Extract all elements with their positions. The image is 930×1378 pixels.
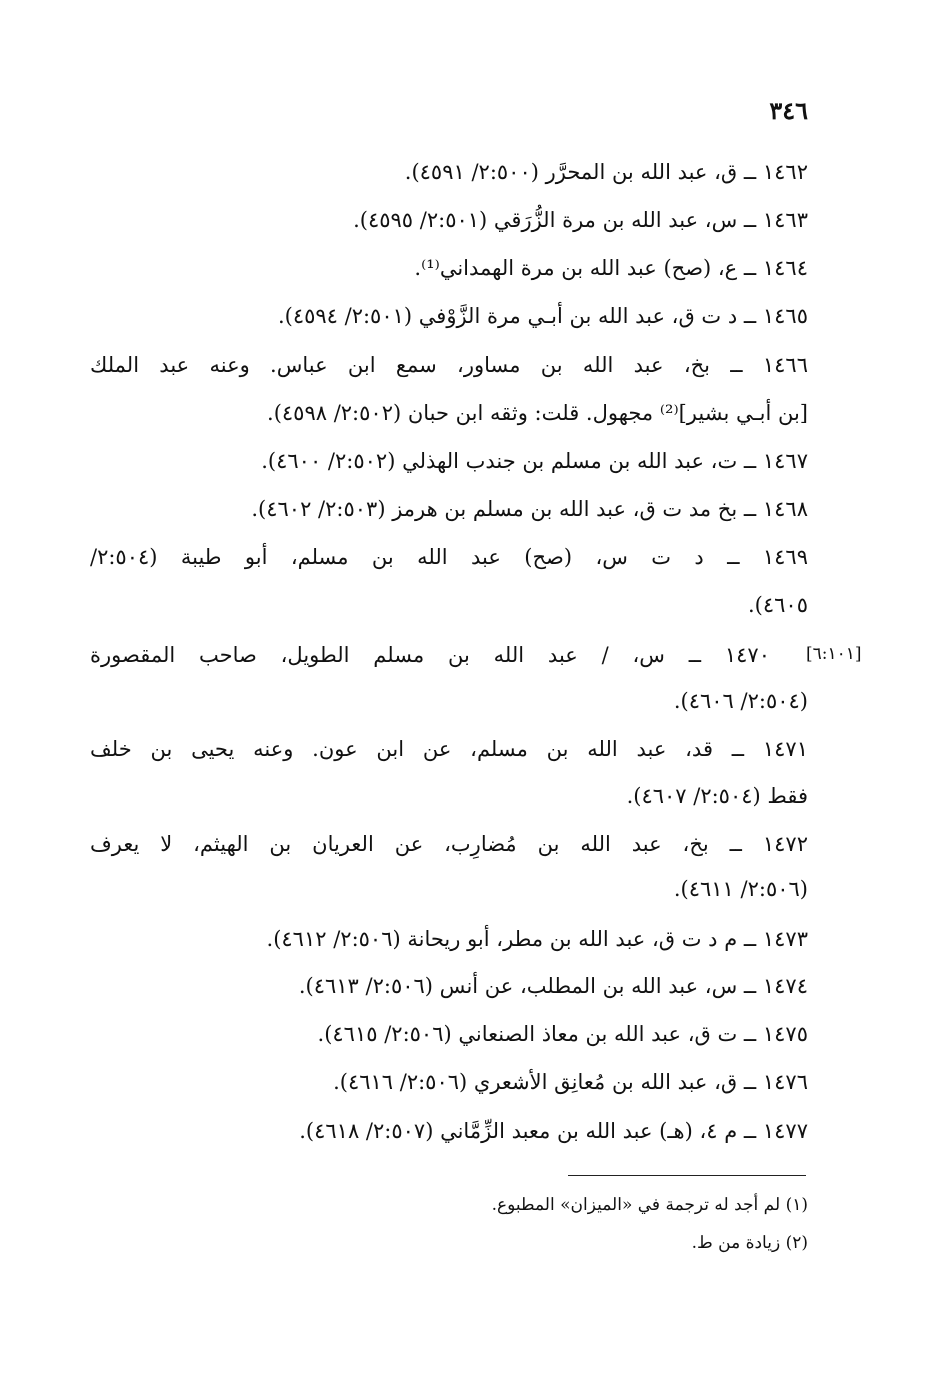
entry-1472-line-2: (٢:٥٠٦/ ٤٦١١). [673,877,808,901]
entry-1473: ١٤٧٣ ــ م د ت ق، عبد الله بن مطر، أبو ريحانة (٢:٥٠٦/ ٤٦١٢). [266,927,808,951]
entry-1465: ١٤٦٥ ــ د ت ق، عبد الله بن أبـي مرة الزَّوْفي (٢:٥٠١/ ٤٥٩٤). [277,304,808,328]
entry-1471-line-2: فقط (٢:٥٠٤/ ٤٦٠٧). [626,784,808,808]
entry-1466-line-1: ١٤٦٦ ــ بخ، عبد الله بن مساور، سمع ابن عباس. وعنه عبد الملك [90,353,808,377]
footnote-separator [568,1175,806,1176]
entry-1474: ١٤٧٤ ــ س، عبد الله بن المطلب، عن أنس (٢:٥٠٦/ ٤٦١٣). [298,974,808,998]
entry-1472-line-1: ١٤٧٢ ــ بخ، عبد الله بن مُضارِب، عن العريان بن الهيثم، لا يعرف [90,832,808,856]
entry-1469-line-2: ٤٦٠٥). [748,593,808,617]
footnote-1: (١) لم أجد له ترجمة في «الميزان» المطبوع. [491,1195,808,1215]
footnote-2: (٢) زيادة من ط. [691,1233,808,1253]
entry-1466-line-2: [بن أبـي بشير]⁽²⁾ مجهول. قلت: وثقه ابن حبان (٢:٥٠٢/ ٤٥٩٨). [267,401,808,425]
margin-reference: [٦:١٠١] [806,644,862,664]
entry-1470-line-1: ١٤٧٠ ــ س، / عبد الله بن مسلم الطويل، صاحب المقصورة [90,643,770,667]
page-number: ٣٤٦ [769,96,808,125]
entry-1470-line-2: (٢:٥٠٤/ ٤٦٠٦). [673,689,808,713]
entry-1463: ١٤٦٣ ــ س، عبد الله بن مرة الزُّرَقي (٢:٥٠١/ ٤٥٩٥). [353,208,808,232]
entry-1464: ١٤٦٤ ــ ع، (صح) عبد الله بن مرة الهمداني⁽¹⁾. [414,256,808,280]
entry-1469-line-1: ١٤٦٩ ــ د ت س، (صح) عبد الله بن مسلم، أبو طيبة (٢:٥٠٤/ [90,545,808,569]
entry-1477: ١٤٧٧ ــ م ٤، (هـ) عبد الله بن معبد الزِّمَّاني (٢:٥٠٧/ ٤٦١٨). [299,1119,808,1143]
entry-1467: ١٤٦٧ ــ ت، عبد الله بن مسلم بن جندب الهذلي (٢:٥٠٢/ ٤٦٠٠). [261,449,808,473]
entry-1468: ١٤٦٨ ــ بخ مد ت ق، عبد الله بن مسلم بن هرمز (٢:٥٠٣/ ٤٦٠٢). [251,497,808,521]
entry-1471-line-1: ١٤٧١ ــ قد، عبد الله بن مسلم، عن ابن عون. وعنه يحيى بن خلف [90,737,808,761]
entry-1462: ١٤٦٢ ــ ق، عبد الله بن المحرَّر (٢:٥٠٠/ ٤٥٩١). [404,160,808,184]
entry-1475: ١٤٧٥ ــ ت ق، عبد الله بن معاذ الصنعاني (٢:٥٠٦/ ٤٦١٥). [317,1022,808,1046]
entry-1476: ١٤٧٦ ــ ق، عبد الله بن مُعانِق الأشعري (٢:٥٠٦/ ٤٦١٦). [333,1070,808,1094]
